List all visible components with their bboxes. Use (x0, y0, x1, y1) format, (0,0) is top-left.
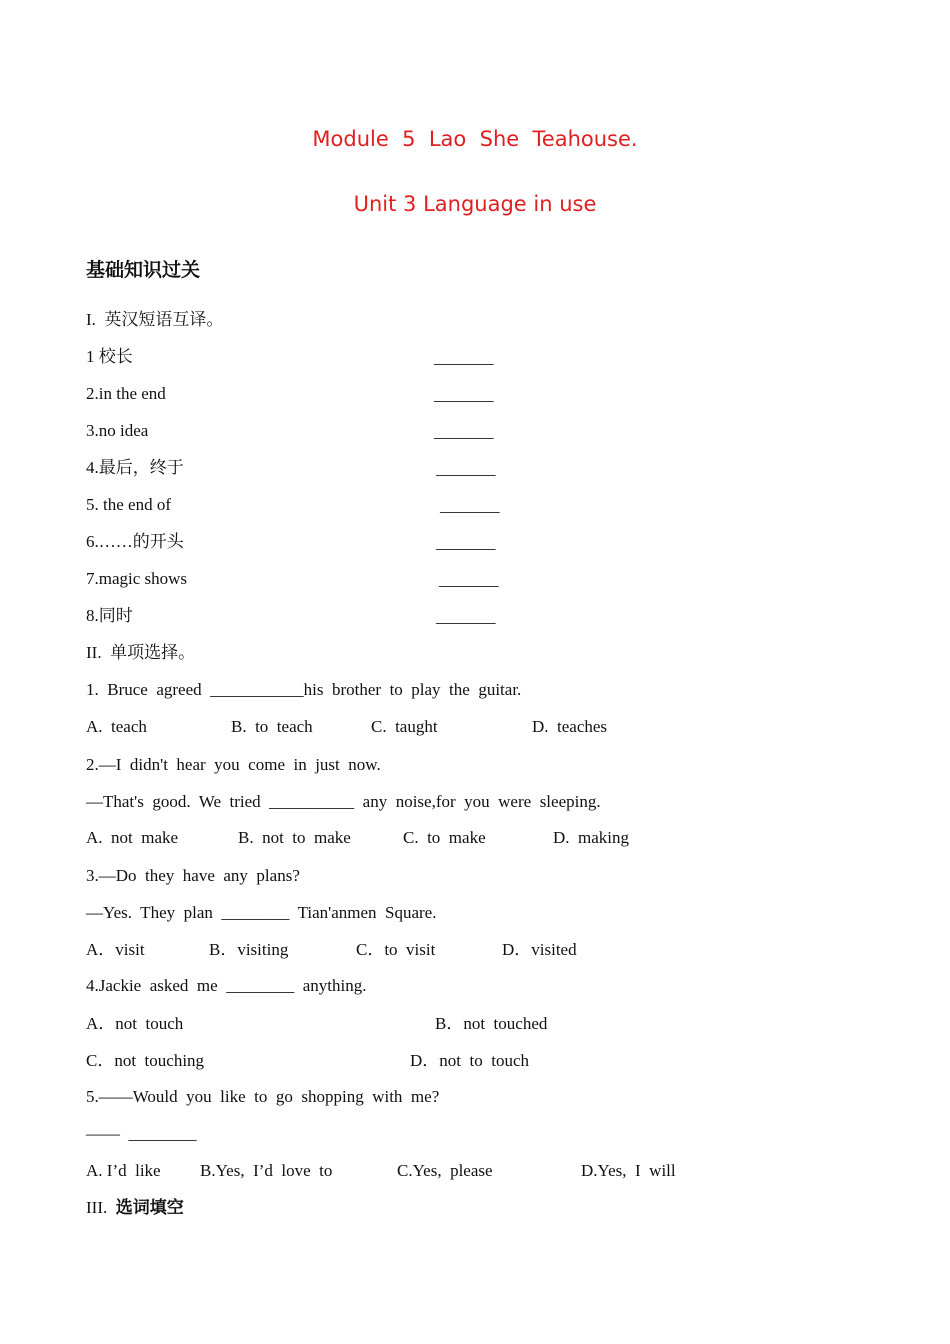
q3-line2: —Yes. They plan ________ Tian'anmen Square. (86, 903, 437, 922)
q5-option-d: D.Yes, I will (581, 1161, 676, 1180)
part1-blank-4: _______ (436, 459, 496, 478)
part1-blank-2: _______ (434, 385, 494, 404)
part1-item-1: 1 校长 (86, 347, 133, 366)
q4-option-c: C．not touching (86, 1051, 205, 1070)
q2-option-d: D. making (553, 828, 630, 847)
q1-stem-before: 1. Bruce agreed (86, 680, 211, 699)
q5-option-c: C.Yes, please (397, 1161, 493, 1180)
part1-header: I. 英汉短语互译。 (86, 310, 224, 329)
unit-title: Unit 3 Language in use (353, 192, 597, 216)
part1-blank-8: _______ (436, 607, 496, 626)
part1-item-3: 3.no idea (86, 421, 149, 440)
q4-line1: 4.Jackie asked me ________ anything. (86, 976, 367, 995)
q3-option-b: B．visiting (209, 940, 289, 959)
part1-blank-3: _______ (434, 422, 494, 441)
part1-item-6: 6.……的开头 (86, 532, 184, 551)
part2-header: II. 单项选择。 (86, 643, 196, 662)
q2-option-b: B. not to make (238, 828, 351, 847)
q1-option-c: C. taught (371, 717, 438, 736)
part3-label: 选词填空 (115, 1198, 184, 1218)
q5-line2: —— ________ (86, 1124, 197, 1143)
q1-option-a: A. teach (86, 717, 147, 736)
q4-option-d: D．not to touch (410, 1051, 529, 1070)
part1-blank-6: _______ (436, 533, 496, 552)
module-title: Module 5 Lao She Teahouse. (312, 127, 638, 151)
q3-option-d: D．visited (502, 940, 577, 959)
part1-item-7: 7.magic shows (86, 569, 188, 588)
part3-prefix: III. (86, 1198, 116, 1217)
q2-option-c: C. to make (403, 828, 486, 847)
q2-line2: —That's good. We tried __________ any noise,for you were sleeping. (86, 792, 601, 811)
part3-header (86, 1198, 184, 1218)
section-heading: 基础知识过关 (86, 259, 201, 281)
part1-blank-1: _______ (434, 348, 494, 367)
q5-option-a: A. I’d like (86, 1161, 161, 1180)
q1-stem (86, 680, 521, 700)
q4-option-a: A．not touch (86, 1014, 184, 1033)
q1-option-d: D. teaches (532, 717, 608, 736)
part1-item-5: 5. the end of (86, 495, 171, 514)
q3-option-a: A．visit (86, 940, 145, 959)
q4-option-b: B．not touched (435, 1014, 548, 1033)
q1-option-b: B. to teach (231, 717, 313, 736)
part1-item-8: 8.同时 (86, 606, 133, 625)
q3-line1: 3.—Do they have any plans? (86, 866, 300, 885)
part1-blank-7: _______ (439, 570, 499, 589)
q5-line1: 5.——Would you like to go shopping with me? (86, 1087, 440, 1106)
part1-blank-5: _______ (440, 496, 500, 515)
q1-stem-after: his brother to play the guitar. (303, 680, 522, 699)
part1-item-2: 2.in the end (86, 384, 166, 403)
q2-line1: 2.—I didn't hear you come in just now. (86, 755, 381, 774)
part1-item-4: 4.最后，终于 (86, 458, 184, 477)
q2-option-a: A. not make (86, 828, 179, 847)
q3-option-c: C．to visit (356, 940, 436, 959)
q5-option-b: B.Yes, I’d love to (200, 1161, 333, 1180)
q1-stem-blank: ___________ (210, 680, 304, 699)
